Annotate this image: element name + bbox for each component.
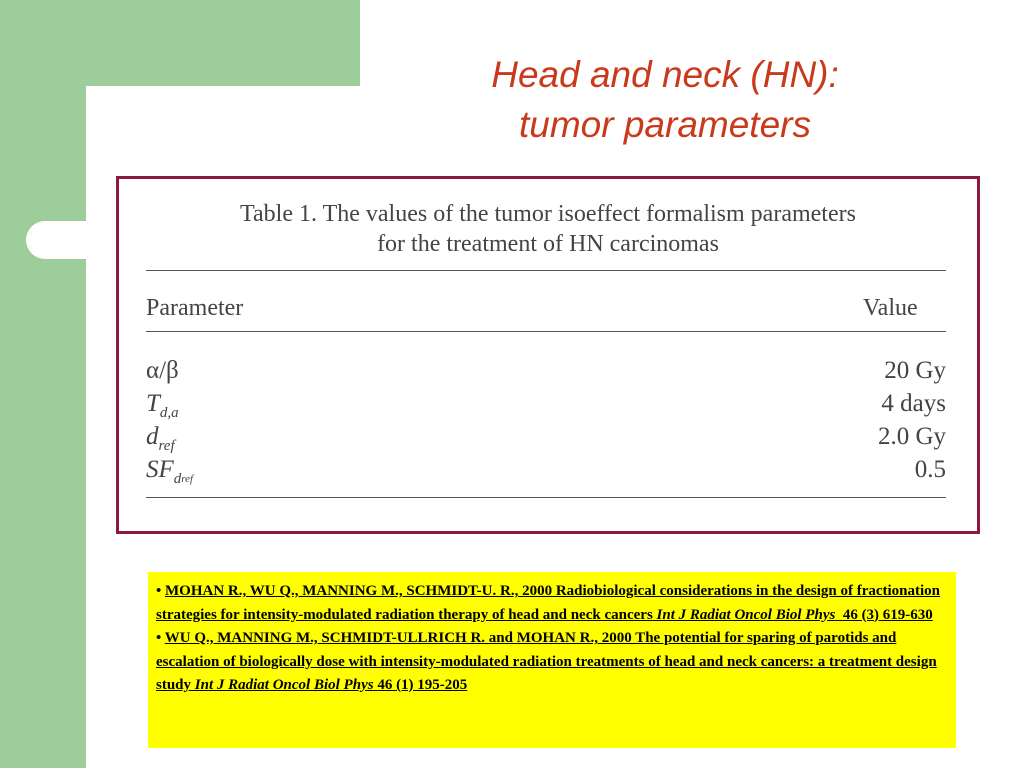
param-base: d (146, 423, 159, 450)
table-caption-line2: for the treatment of HN carcinomas (377, 231, 719, 257)
table-image-frame (116, 176, 980, 534)
reference-journal: Int J Radiat Oncol Biol Phys (194, 677, 374, 693)
table-caption-line1: Table 1. The values of the tumor isoeffect formalism parameters (240, 201, 856, 227)
slide-title-line2: tumor parameters (519, 104, 811, 145)
param-base: SF (146, 456, 174, 483)
table-row (146, 390, 946, 423)
reference-item (156, 580, 946, 627)
param-base: T (146, 390, 160, 417)
reference-bullet: • (156, 630, 162, 646)
table-row (146, 357, 946, 390)
table-cell-value: 4 days (881, 390, 946, 417)
slide-title-line1: Head and neck (HN): (491, 54, 839, 95)
references-box (148, 572, 956, 748)
table-rule-bottom (146, 497, 946, 498)
param-subscript: d (173, 471, 182, 487)
param-subscript: ref (158, 438, 175, 454)
table-caption (119, 199, 977, 259)
table-row (146, 456, 946, 489)
reference-text: MOHAN R., WU Q., MANNING M., SCHMIDT-U. R., 2000 Radiobiological considerations in the design of fractionation strategies for intensity-modulated radiation therapy of head and neck cancers (156, 583, 941, 623)
table-rule-header (146, 331, 946, 332)
table-cell-parameter (146, 423, 175, 455)
reference-link[interactable] (156, 583, 940, 623)
reference-item (156, 627, 946, 698)
slide-white-tab (26, 221, 106, 259)
table-cell-parameter (146, 390, 179, 422)
slide-green-top-band (86, 0, 360, 86)
table-cell-value: 20 Gy (884, 357, 946, 384)
table-cell-parameter: α/β (146, 357, 179, 384)
param-subsubscript: ref (181, 473, 194, 485)
reference-journal: Int J Radiat Oncol Biol Phys (656, 606, 836, 623)
reference-bullet: • (156, 583, 162, 599)
table-row (146, 423, 946, 456)
reference-volume: 46 (3) 619-630 (842, 606, 933, 623)
reference-link[interactable] (156, 630, 937, 693)
table-header-value: Value (863, 295, 918, 321)
reference-volume: 46 (1) 195-205 (377, 677, 468, 693)
table-header-parameter: Parameter (146, 295, 244, 321)
table-cell-parameter (146, 456, 193, 488)
table-cell-value: 2.0 Gy (877, 423, 946, 450)
table-rule-top (146, 270, 946, 271)
reference-text: WU Q., MANNING M., SCHMIDT-ULLRICH R. and MOHAN R., 2000 The potential for sparing of parotids and escalation of biologically dose with intensity-modulated radiation treatments of head and neck cancers: a treatment design study (156, 630, 937, 693)
table-cell-value: 0.5 (914, 456, 946, 483)
slide-title (400, 50, 930, 150)
param-subscript: d,a (159, 405, 179, 421)
slide-green-band (0, 0, 86, 768)
